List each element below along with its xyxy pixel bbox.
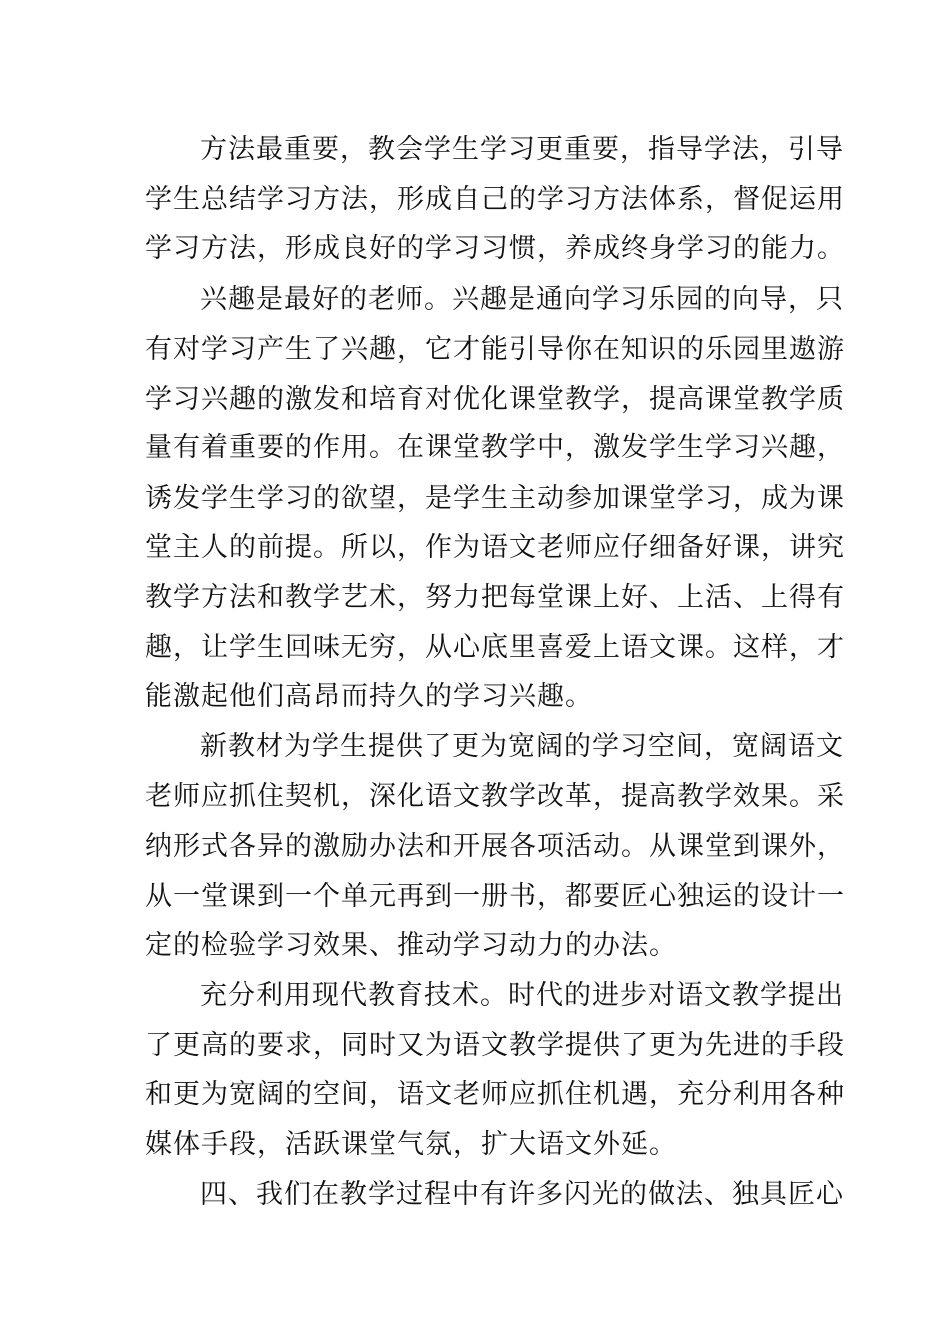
paragraph-line: 能激起他们高昂而持久的学习兴趣。 xyxy=(145,681,593,712)
paragraph-line: 定的检验学习效果、推动学习动力的办法。 xyxy=(145,930,677,961)
paragraph-line: 从一堂课到一个单元再到一册书，都要匠心独运的设计一 xyxy=(145,881,845,912)
paragraph-line: 有对学习产生了兴趣，它才能引导你在知识的乐园里遨游 xyxy=(145,334,845,365)
paragraph-line: 方法最重要，教会学生学习更重要，指导学法，引导 xyxy=(200,134,844,165)
paragraph-line: 趣，让学生回味无穷，从心底里喜爱上语文课。这样，才 xyxy=(145,632,845,663)
paragraph-line: 老师应抓住契机，深化语文教学改革，提高教学效果。采 xyxy=(145,781,845,812)
paragraph-line: 量有着重要的作用。在课堂教学中，激发学生学习兴趣， xyxy=(145,432,845,463)
paragraph-line: 学生总结学习方法，形成自己的学习方法体系，督促运用 xyxy=(145,184,845,215)
paragraph-line: 四、我们在教学过程中有许多闪光的做法、独具匠心 xyxy=(200,1179,844,1210)
paragraph-line: 兴趣是最好的老师。兴趣是通向学习乐园的向导，只 xyxy=(200,284,844,315)
paragraph-line: 纳形式各异的激励办法和开展各项活动。从课堂到课外， xyxy=(145,831,845,862)
paragraph-line: 新教材为学生提供了更为宽阔的学习空间，宽阔语文 xyxy=(200,731,844,762)
paragraph-line: 教学方法和教学艺术，努力把每堂课上好、上活、上得有 xyxy=(145,582,845,613)
paragraph-line: 堂主人的前提。所以，作为语文老师应仔细备好课，讲究 xyxy=(145,532,845,563)
paragraph-line: 学习兴趣的激发和培育对优化课堂教学，提高课堂教学质 xyxy=(145,384,845,415)
paragraph-line: 诱发学生学习的欲望，是学生主动参加课堂学习，成为课 xyxy=(145,483,845,514)
paragraph-line: 媒体手段，活跃课堂气氛，扩大语文外延。 xyxy=(145,1129,677,1160)
paragraph-line: 充分利用现代教育技术。时代的进步对语文教学提出 xyxy=(200,980,844,1011)
paragraph-line: 和更为宽阔的空间，语文老师应抓住机遇，充分利用各种 xyxy=(145,1079,845,1110)
paragraph-line: 学习方法，形成良好的学习习惯，养成终身学习的能力。 xyxy=(145,233,845,264)
paragraph-line: 了更高的要求，同时又为语文教学提供了更为先进的手段 xyxy=(145,1030,845,1061)
